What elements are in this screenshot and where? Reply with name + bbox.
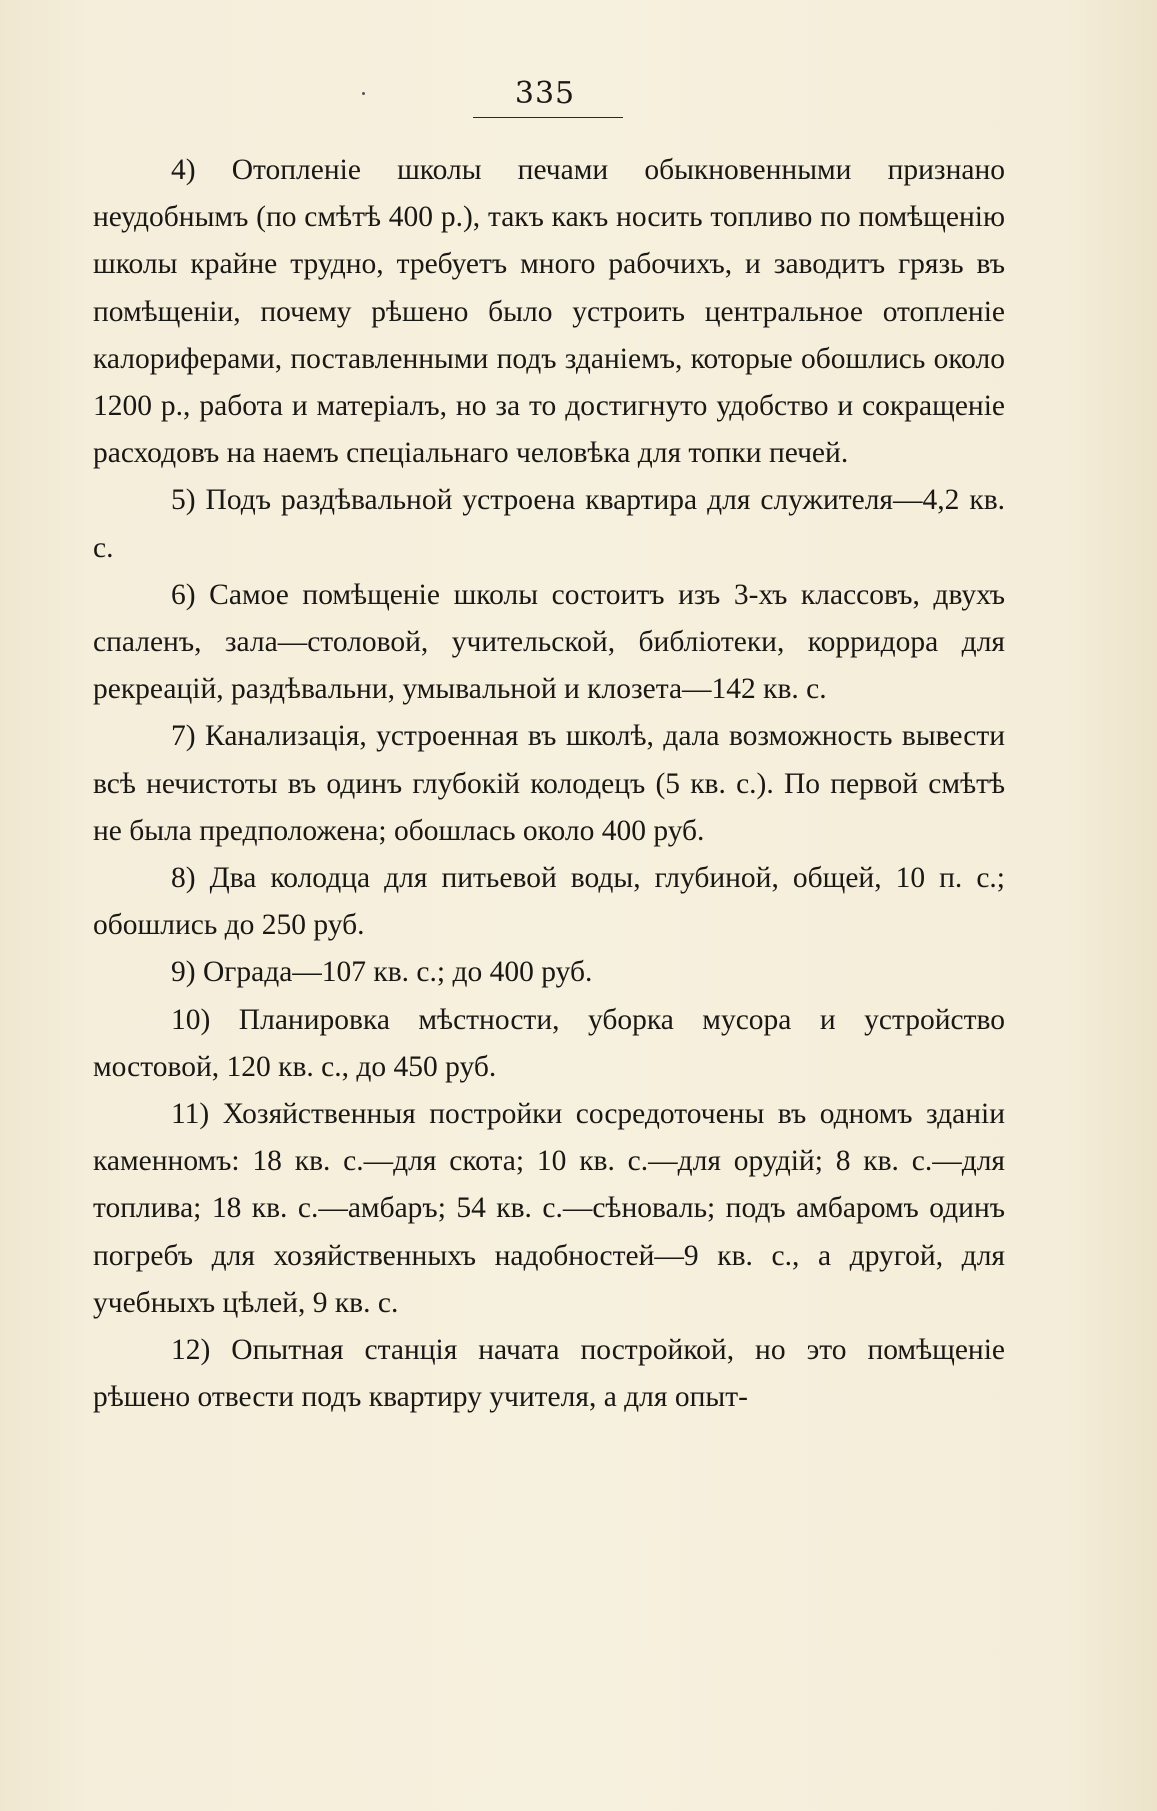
page-number-rule	[473, 117, 623, 118]
paragraph-10-grounds: 10) Планировка мѣстности, уборка мусора и устройство мостовой, 120 кв. с., до 450 руб.	[93, 1003, 1005, 1083]
paragraph-4-heating: 4) Отопленіе школы печами обыкновенными признано неудобнымъ (по смѣтѣ 400 р.), такъ какъ носить топливо по помѣщенію школы крайне трудно, требуетъ много рабочихъ, и заводитъ грязь въ помѣщеніи, почему рѣшено было устроить центральное отопленіе калориферами, поставленными подъ зданіемъ, которые обошлись около 1200 р., работа и матеріалъ, но за то достигнуто удобство и сокращеніе расходовъ на наемъ спеціальнаго человѣка для топки печей.	[93, 154, 1005, 470]
paragraph-5-servant-quarters: 5) Подъ раздѣвальной устроена квартира для служителя—4,2 кв. с.	[93, 484, 1005, 564]
paragraph-7-sewerage: 7) Канализація, устроенная въ школѣ, дала возможность вывести всѣ нечистоты въ одинъ глубокій колодецъ (5 кв. с.). По первой смѣтѣ не была предположена; обошлась около 400 руб.	[93, 720, 1005, 847]
paragraph-8-wells: 8) Два колодца для питьевой воды, глубиной, общей, 10 п. с.; обошлись до 250 руб.	[93, 862, 1005, 942]
paragraph-11-outbuildings: 11) Хозяйственныя постройки сосредоточены въ одномъ зданіи каменномъ: 18 кв. с.—для скота; 10 кв. с.—для орудій; 8 кв. с.—для топлива; 18 кв. с.—амбаръ; 54 кв. с.—сѣноваль; подъ амбаромъ одинъ погребъ для хозяйственныхъ надобностей—9 кв. с., а другой, для учебныхъ цѣлей, 9 кв. с.	[93, 1098, 1005, 1319]
paragraph-9-fence: 9) Ограда—107 кв. с.; до 400 руб.	[171, 956, 593, 989]
paragraph-6-school-premises: 6) Самое помѣщеніе школы состоитъ изъ 3-хъ классовъ, двухъ спаленъ, зала—столовой, учительской, библіотеки, корридора для рекреацій, раздѣвальни, умывальной и клозета—142 кв. с.	[93, 578, 1005, 706]
page-number: 335	[514, 76, 576, 111]
print-speck	[362, 92, 365, 95]
paragraph-12-experimental-station: 12) Опытная станція начата постройкой, но это помѣщеніе рѣшено отвести подъ квартиру учителя, а для опыт-	[93, 1334, 1005, 1414]
body-text	[93, 147, 1005, 1421]
